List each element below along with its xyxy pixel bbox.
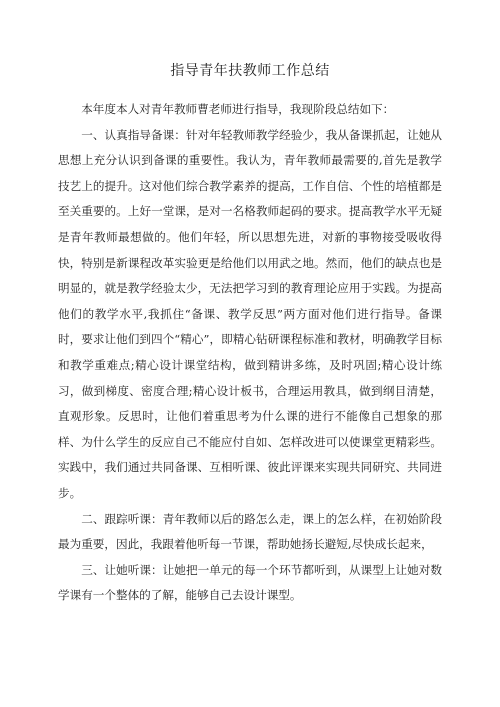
paragraph-lesson-prep: 一、认真指导备课：针对年轻教师教学经验少，我从备课抓起，让她从思想上充分认识到备课的重要性。我认为，青年教师最需要的,首先是教学技艺上的提升。这对他们综合教学素养的提高，工作自信、个性的培植都是至关重要的。上好一堂课，是对一名格教师起码的要求。提高教学水平无疑是青年教师最想做的。他们年轻，所以思想先进，对新的事物接受吸收得快，特别是新课程改革实验更是给他们以用武之地。然而，他们的缺点也是明显的，就是教学经验太少，无法把学习到的教育理论应用于实践。为提高他们的教学水平,我抓住“备课、教学反思”两方面对他们进行指导。备课时，要求让他们到四个“精心”，即精心钻研课程标准和教材，明确教学目标和教学重难点;精心设计课堂结构，做到精讲多练，及时巩固;精心设计练习，做到梯度、密度合理;精心设计板书，合理运用教具，做到纲目清楚，直观形象。反思时，让他们着重思考为什么课的进行不能像自己想象的那样、为什么学生的反应自己不能应付自如、怎样改进可以使课堂更精彩些。实践中，我们通过共同备课、互相听课、彼此评课来实现共同研究、共同进步。 — [58, 127, 442, 500]
paragraph-intro: 本年度本人对青年教师曹老师进行指导，我现阶段总结如下： — [81, 102, 395, 116]
paragraph-follow-up-observation: 二、跟踪听课：青年教师以后的路怎么走，课上的怎么样，在初始阶段最为重要，因此，我跟着他听每一节课，帮助她扬长避短,尽快成长起来， — [58, 511, 442, 552]
document-title: 指导青年扶教师工作总结 — [170, 63, 330, 79]
document-body — [58, 97, 442, 609]
paragraph-let-her-observe: 三、让她听课：让她把一单元的每一个环节都听到，从课型上让她对数学课有一个整体的了解，能够自己去设计课型。 — [58, 562, 442, 603]
